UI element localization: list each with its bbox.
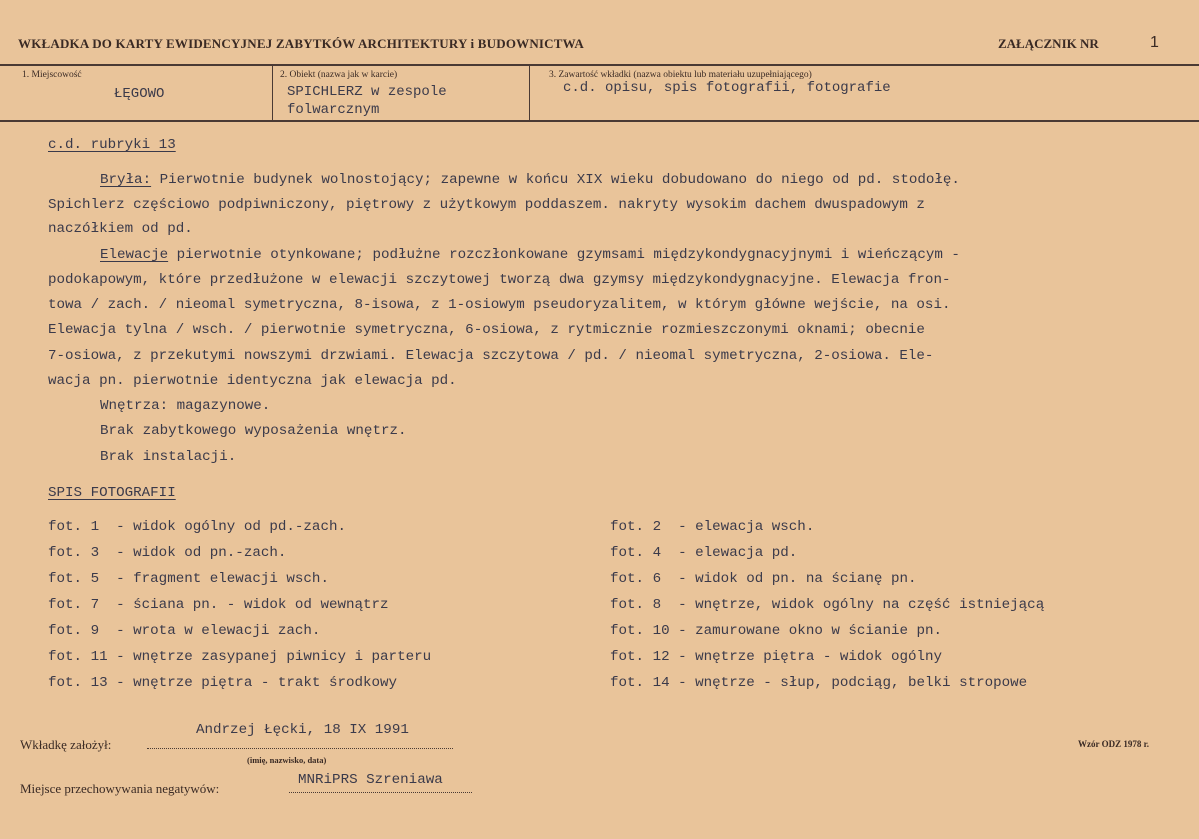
photo-list-item: fot. 5 - fragment elewacji wsch.	[48, 571, 329, 587]
author-value: Andrzej Łęcki, 18 IX 1991	[196, 722, 409, 738]
contents-label: 3. Zawartość wkładki (nazwa obiektu lub materiału uzupełniającego)	[549, 70, 812, 80]
fields-divider	[0, 120, 1199, 122]
description-text: podokapowym, które przedłużone w elewacji szczytowej tworzą dwa gzymsy międzykondygnacyjne. Elewacja fron-	[48, 272, 951, 288]
photo-list-item: fot. 10 - zamurowane okno w ścianie pn.	[610, 623, 943, 639]
photo-list-heading: SPIS FOTOGRAFII	[48, 485, 176, 501]
photo-list-item: fot. 6 - widok od pn. na ścianę pn.	[610, 571, 917, 587]
attachment-number: 1	[1150, 34, 1159, 51]
photo-list-item: fot. 11 - wnętrze zasypanej piwnicy i parteru	[48, 649, 432, 665]
description-text: naczółkiem od pd.	[48, 221, 193, 237]
description-line	[48, 221, 193, 237]
description-line	[48, 373, 457, 389]
contents-value: c.d. opisu, spis fotografii, fotografie	[563, 80, 891, 96]
description-line	[100, 247, 960, 263]
description-text: Elewacja tylna / wsch. / pierwotnie symetryczna, 6-osiowa, z rytmicznie rozmieszczonymi oknami; obecnie	[48, 322, 925, 338]
photo-list-item: fot. 12 - wnętrze piętra - widok ogólny	[610, 649, 943, 665]
photo-list-item: fot. 13 - wnętrze piętra - trakt środkowy	[48, 675, 398, 691]
photo-list-item: fot. 14 - wnętrze - słup, podciąg, belki stropowe	[610, 675, 1028, 691]
location-label: 1. Miejscowość	[22, 70, 82, 80]
description-line	[48, 197, 925, 213]
description-line	[100, 172, 960, 188]
description-text: 7-osiowa, z przekutymi nowszymi drzwiami. Elewacja szczytowa / pd. / nieomal symetryczna, 2-osiowa. Ele-	[48, 348, 934, 364]
header-divider	[0, 64, 1199, 66]
description-text: pierwotnie otynkowane; podłużne rozczłonkowane gzymsami międzykondygnacyjnymi i wieńczącym -	[168, 247, 960, 263]
description-line	[100, 423, 407, 439]
photo-list-item: fot. 9 - wrota w elewacji zach.	[48, 623, 321, 639]
photo-list-item: fot. 1 - widok ogólny od pd.-zach.	[48, 519, 346, 535]
description-underlined-term: Bryła:	[100, 172, 152, 188]
author-hint: (imię, nazwisko, data)	[247, 755, 327, 765]
description-text: Brak instalacji.	[100, 449, 237, 465]
author-label: Wkładkę założył:	[20, 737, 112, 752]
card-title: WKŁADKA DO KARTY EWIDENCYJNEJ ZABYTKÓW ARCHITEKTURY i BUDOWNICTWA	[18, 36, 584, 51]
description-line	[48, 322, 925, 338]
description-line	[100, 449, 236, 465]
description-line	[100, 398, 270, 414]
photo-list-item: fot. 2 - elewacja wsch.	[610, 519, 815, 535]
description-line	[48, 297, 950, 313]
description-line	[48, 348, 933, 364]
photo-list-item: fot. 7 - ściana pn. - widok od wewnątrz	[48, 597, 389, 613]
field-divider-1	[272, 66, 273, 120]
description-text: wacja pn. pierwotnie identyczna jak elewacja pd.	[48, 373, 457, 389]
object-value-line2: folwarcznym	[287, 102, 380, 118]
author-dotted-line	[147, 748, 453, 749]
attachment-label: ZAŁĄCZNIK NR	[998, 36, 1099, 51]
description-text: Brak zabytkowego wyposażenia wnętrz.	[100, 423, 407, 439]
description-text: towa / zach. / nieomal symetryczna, 8-isowa, z 1-osiowym pseudoryzalitem, w którym główne wejście, na osi.	[48, 297, 951, 313]
field-divider-2	[529, 66, 530, 120]
photo-list-item: fot. 3 - widok od pn.-zach.	[48, 545, 287, 561]
location-value: ŁĘGOWO	[114, 86, 165, 102]
form-code: Wzór ODZ 1978 r.	[1078, 739, 1149, 749]
description-text: Pierwotnie budynek wolnostojący; zapewne w końcu XIX wieku dobudowano do niego od pd. stodołę.	[151, 172, 960, 188]
object-value-line1: SPICHLERZ w zespole	[287, 84, 447, 100]
description-text: Spichlerz częściowo podpiwniczony, piętrowy z użytkowym poddaszem. nakryty wysokim dachem dwuspadowym z	[48, 197, 925, 213]
description-line	[48, 272, 950, 288]
section-heading: c.d. rubryki 13	[48, 137, 176, 153]
description-underlined-term: Elewacje	[100, 247, 169, 263]
photo-list-item: fot. 8 - wnętrze, widok ogólny na część istniejącą	[610, 597, 1045, 613]
photo-list-item: fot. 4 - elewacja pd.	[610, 545, 798, 561]
object-label: 2. Obiekt (nazwa jak w karcie)	[280, 70, 398, 80]
storage-label: Miejsce przechowywania negatywów:	[20, 781, 220, 796]
storage-value: MNRiPRS Szreniawa	[298, 772, 443, 788]
description-text: Wnętrza: magazynowe.	[100, 398, 271, 414]
storage-dotted-line	[289, 792, 472, 793]
